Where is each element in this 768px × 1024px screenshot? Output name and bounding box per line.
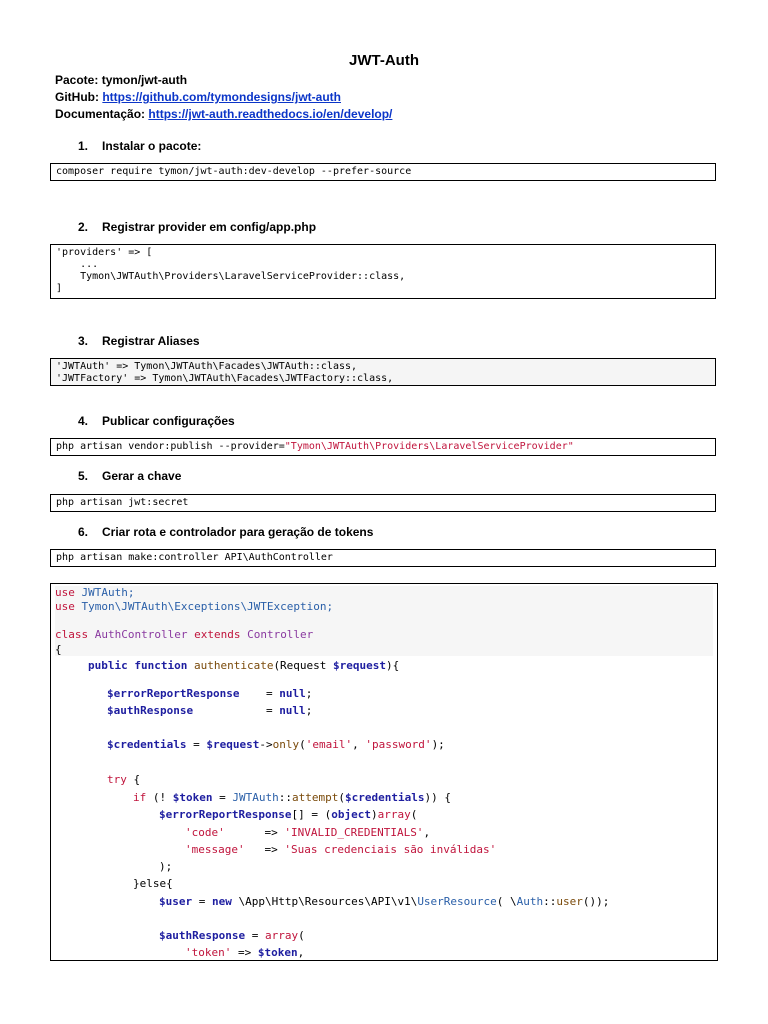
step-label: Criar rota e controlador para geração de tokens xyxy=(102,525,374,539)
github-line xyxy=(55,89,341,106)
step-label: Registrar Aliases xyxy=(102,334,200,348)
step-2-heading xyxy=(78,220,316,234)
docs-link[interactable]: https://jwt-auth.readthedocs.io/en/develop/ xyxy=(148,107,393,121)
package-value: tymon/jwt-auth xyxy=(101,73,188,87)
code-line: 'message' => 'Suas credenciais são inválidas' xyxy=(185,843,497,856)
code-line: 'token' => $token, xyxy=(185,946,305,959)
step-number: 5. xyxy=(78,469,89,483)
aliases-code-box xyxy=(50,358,716,386)
code-line: use JWTAuth; xyxy=(55,586,135,599)
docs-label: Documentação: xyxy=(55,107,146,121)
code-line: ] xyxy=(56,283,63,294)
github-link[interactable]: https://github.com/tymondesigns/jwt-auth xyxy=(102,90,341,104)
secret-command-box xyxy=(50,494,716,512)
step-6-heading xyxy=(78,525,373,539)
code-line: public function authenticate(Request $request){ xyxy=(88,659,400,672)
publish-command: php artisan vendor:publish --provider= xyxy=(56,441,285,452)
code-line: $errorReportResponse[] = (object)array( xyxy=(159,808,418,821)
code-line: { xyxy=(55,643,62,656)
step-5-heading xyxy=(78,469,181,483)
code-line: 'code' => 'INVALID_CREDENTIALS', xyxy=(185,826,431,839)
docs-line xyxy=(55,106,392,123)
install-command-box xyxy=(50,163,716,181)
code-line: 'JWTAuth' => Tymon\JWTAuth\Facades\JWTAuth::class, xyxy=(56,361,358,372)
step-3-heading xyxy=(78,334,200,348)
code-line: Tymon\JWTAuth\Providers\LaravelServiceProvider::class, xyxy=(56,271,406,282)
code-line: $authResponse = null; xyxy=(107,704,313,717)
code-line: if (! $token = JWTAuth::attempt($credentials)) { xyxy=(133,791,451,804)
code-line: $user = new \App\Http\Resources\API\v1\UserResource( \Auth::user()); xyxy=(159,895,610,908)
step-number: 3. xyxy=(78,334,89,348)
step-1-heading xyxy=(78,139,201,153)
providers-code-box xyxy=(50,244,716,299)
code-line: 'providers' => [ xyxy=(56,247,153,258)
code-line: ); xyxy=(159,860,173,873)
package-label: Pacote: xyxy=(55,73,99,87)
step-number: 6. xyxy=(78,525,89,539)
step-number: 1. xyxy=(78,139,89,153)
code-line: try { xyxy=(107,773,141,786)
step-label: Gerar a chave xyxy=(102,469,182,483)
step-label: Registrar provider em config/app.php xyxy=(102,220,317,234)
code-line: use Tymon\JWTAuth\Exceptions\JWTException; xyxy=(55,600,334,613)
step-label: Instalar o pacote: xyxy=(102,139,202,153)
document-title: JWT-Auth xyxy=(349,52,419,69)
code-line: 'JWTFactory' => Tymon\JWTAuth\Facades\JWTFactory::class, xyxy=(56,373,394,384)
auth-controller-code-block xyxy=(50,583,718,961)
code-line: ... xyxy=(56,259,99,270)
code-line: }else{ xyxy=(133,877,173,890)
publish-provider-string: "Tymon\JWTAuth\Providers\LaravelServiceProvider" xyxy=(284,441,574,452)
install-command: composer require tymon/jwt-auth:dev-develop --prefer-source xyxy=(56,166,412,177)
step-label: Publicar configurações xyxy=(102,414,235,428)
code-line: class AuthController extends Controller xyxy=(55,628,314,641)
controller-command-box xyxy=(50,549,716,567)
code-line: $credentials = $request->only('email', 'password'); xyxy=(107,738,445,751)
step-number: 2. xyxy=(78,220,89,234)
step-4-heading xyxy=(78,414,235,428)
step-number: 4. xyxy=(78,414,89,428)
publish-command-box xyxy=(50,438,716,456)
code-line: $authResponse = array( xyxy=(159,929,305,942)
package-line xyxy=(55,72,187,89)
secret-command: php artisan jwt:secret xyxy=(56,497,189,508)
github-label: GitHub: xyxy=(55,90,99,104)
code-line: $errorReportResponse = null; xyxy=(107,687,313,700)
controller-command: php artisan make:controller API\AuthController xyxy=(56,552,333,563)
